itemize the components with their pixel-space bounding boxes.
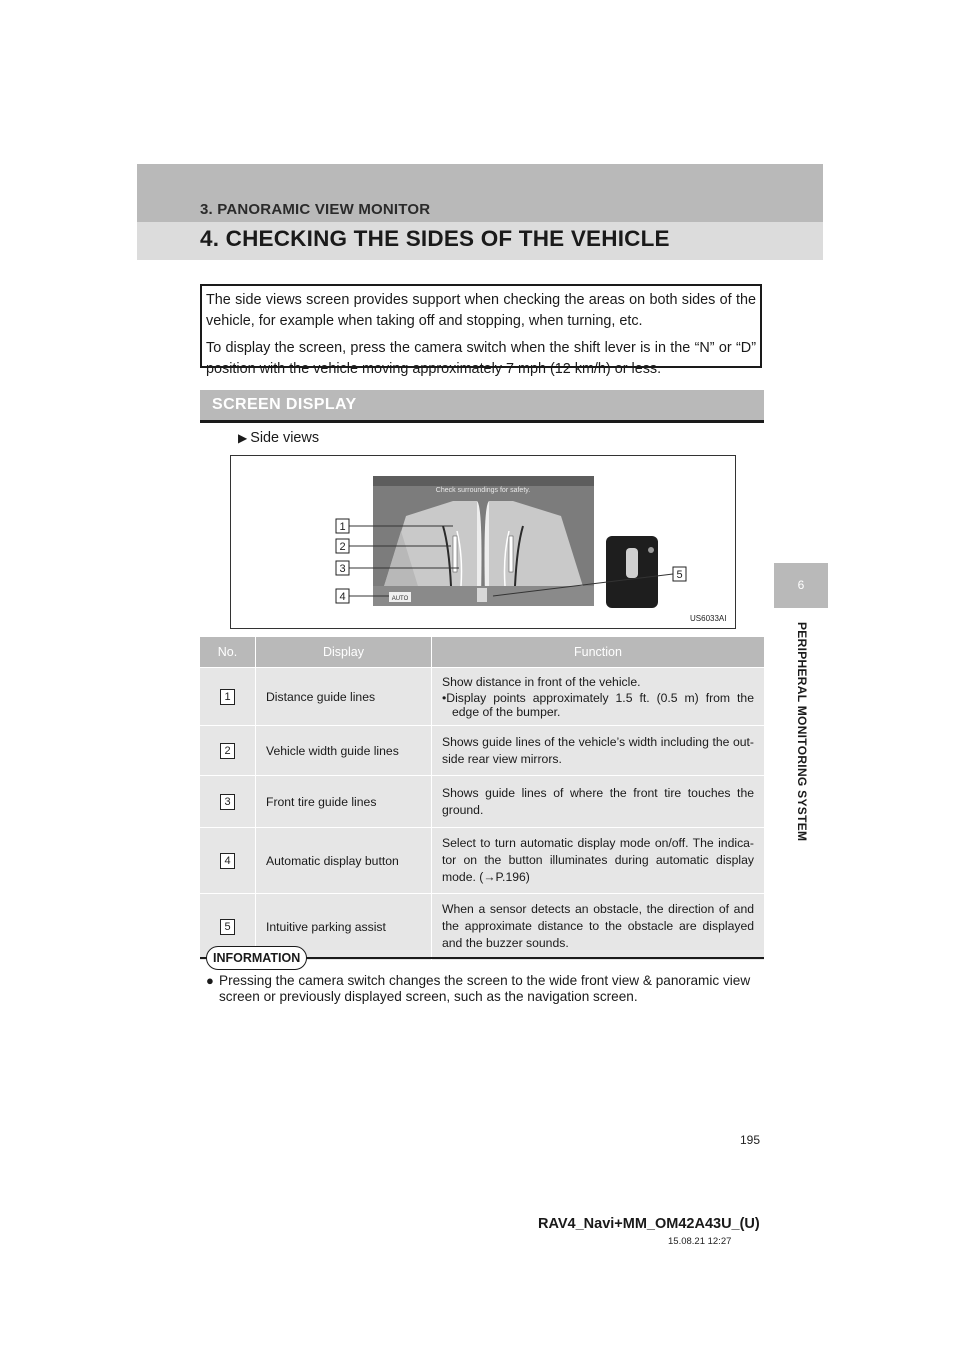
bullet-dot-icon: ●: [206, 973, 214, 988]
section-label: 3. PANORAMIC VIEW MONITOR: [200, 201, 431, 218]
header-display: Display: [256, 637, 432, 668]
information-label: INFORMATION: [206, 946, 307, 970]
row-number: [200, 828, 256, 894]
header-no: No.: [200, 637, 256, 668]
information-body: Pressing the camera switch changes the screen to the wide front view & panoramic view screen or previously displayed screen, such as the navigation screen.: [219, 973, 751, 1004]
triangle-bullet-icon: ▶: [238, 431, 248, 445]
callout-3-label: 3: [339, 563, 346, 575]
table-row: [200, 776, 764, 828]
callout-4-label: 4: [339, 591, 346, 603]
table-header-row: [200, 637, 764, 668]
screen-display-heading-text: SCREEN DISPLAY: [212, 396, 357, 413]
intro-box: [200, 284, 762, 377]
page-title: 4. CHECKING THE SIDES OF THE VEHICLE: [200, 226, 670, 251]
side-views-label: Side views: [250, 430, 320, 446]
row-number-box: 1: [220, 689, 235, 705]
row-function-text: Show distance in front of the vehicle.: [442, 675, 641, 689]
row-number-box: 3: [220, 794, 235, 810]
intro-paragraph-1: The side views screen provides support when checking the areas on both sides of the vehicle, for example when taking off and stopping, when turning, etc.: [206, 292, 756, 329]
table-row: [200, 828, 764, 894]
chapter-label-text: PERIPHERAL MONITORING SYSTEM: [795, 622, 809, 842]
row-number-box: 4: [220, 853, 235, 869]
row-display: Automatic display button: [256, 828, 432, 894]
manual-code: RAV4_Navi+MM_OM42A43U_(U): [538, 1216, 760, 1232]
row-number-box: 5: [220, 919, 235, 935]
row-function-bullet: •Display points approximately 1.5 ft. (0.5 m) from the edge of the bumper.: [442, 691, 754, 719]
table-row: [200, 668, 764, 726]
figure-code: US6033AI: [690, 614, 727, 623]
row-function: When a sensor detects an obstacle, the direction of and the approximate distance to the obstacle are displayed and the buzzer sounds.: [432, 894, 765, 960]
row-display: Front tire guide lines: [256, 776, 432, 828]
row-number: [200, 668, 256, 726]
chapter-label: [795, 618, 820, 848]
row-function: Shows guide lines of the vehicle’s width including the out-side rear view mirrors.: [432, 726, 765, 776]
side-views-illustration: [231, 456, 735, 628]
row-display: Distance guide lines: [256, 668, 432, 726]
callout-5-label: 5: [676, 569, 683, 581]
auto-button-label: AUTO: [391, 596, 409, 602]
row-function: [432, 668, 765, 726]
row-function-bullet-text: Display points approximately 1.5 ft. (0.5 m) from the edge of the bumper.: [446, 691, 754, 719]
screen-display-heading: [200, 390, 764, 423]
print-date: 15.08.21 12:27: [668, 1236, 732, 1247]
screen-message: Check surroundings for safety.: [435, 487, 531, 494]
row-number-box: 2: [220, 743, 235, 759]
page-number: 195: [740, 1133, 761, 1147]
header-function: Function: [432, 637, 765, 668]
callout-1-label: 1: [339, 521, 346, 533]
information-text: [206, 973, 762, 1005]
side-views-bullet: [238, 430, 319, 446]
side-views-figure: [230, 455, 736, 629]
row-display: Intuitive parking assist: [256, 894, 432, 960]
row-function: Shows guide lines of where the front tire touches the ground.: [432, 776, 765, 828]
row-display: Vehicle width guide lines: [256, 726, 432, 776]
row-function: Select to turn automatic display mode on/off. The indica-tor on the button illuminates during automatic display mode. (→P.196): [432, 828, 765, 894]
row-number: [200, 726, 256, 776]
row-number: [200, 776, 256, 828]
intro-paragraph-2: To display the screen, press the camera switch when the shift lever is in the “N” or “D” position with the vehicle moving approximately 7 mph (12 km/h) or less.: [206, 340, 756, 377]
table-row: [200, 726, 764, 776]
callout-2-label: 2: [339, 541, 346, 553]
chapter-tab: 6: [774, 563, 828, 608]
function-table: [200, 637, 764, 960]
